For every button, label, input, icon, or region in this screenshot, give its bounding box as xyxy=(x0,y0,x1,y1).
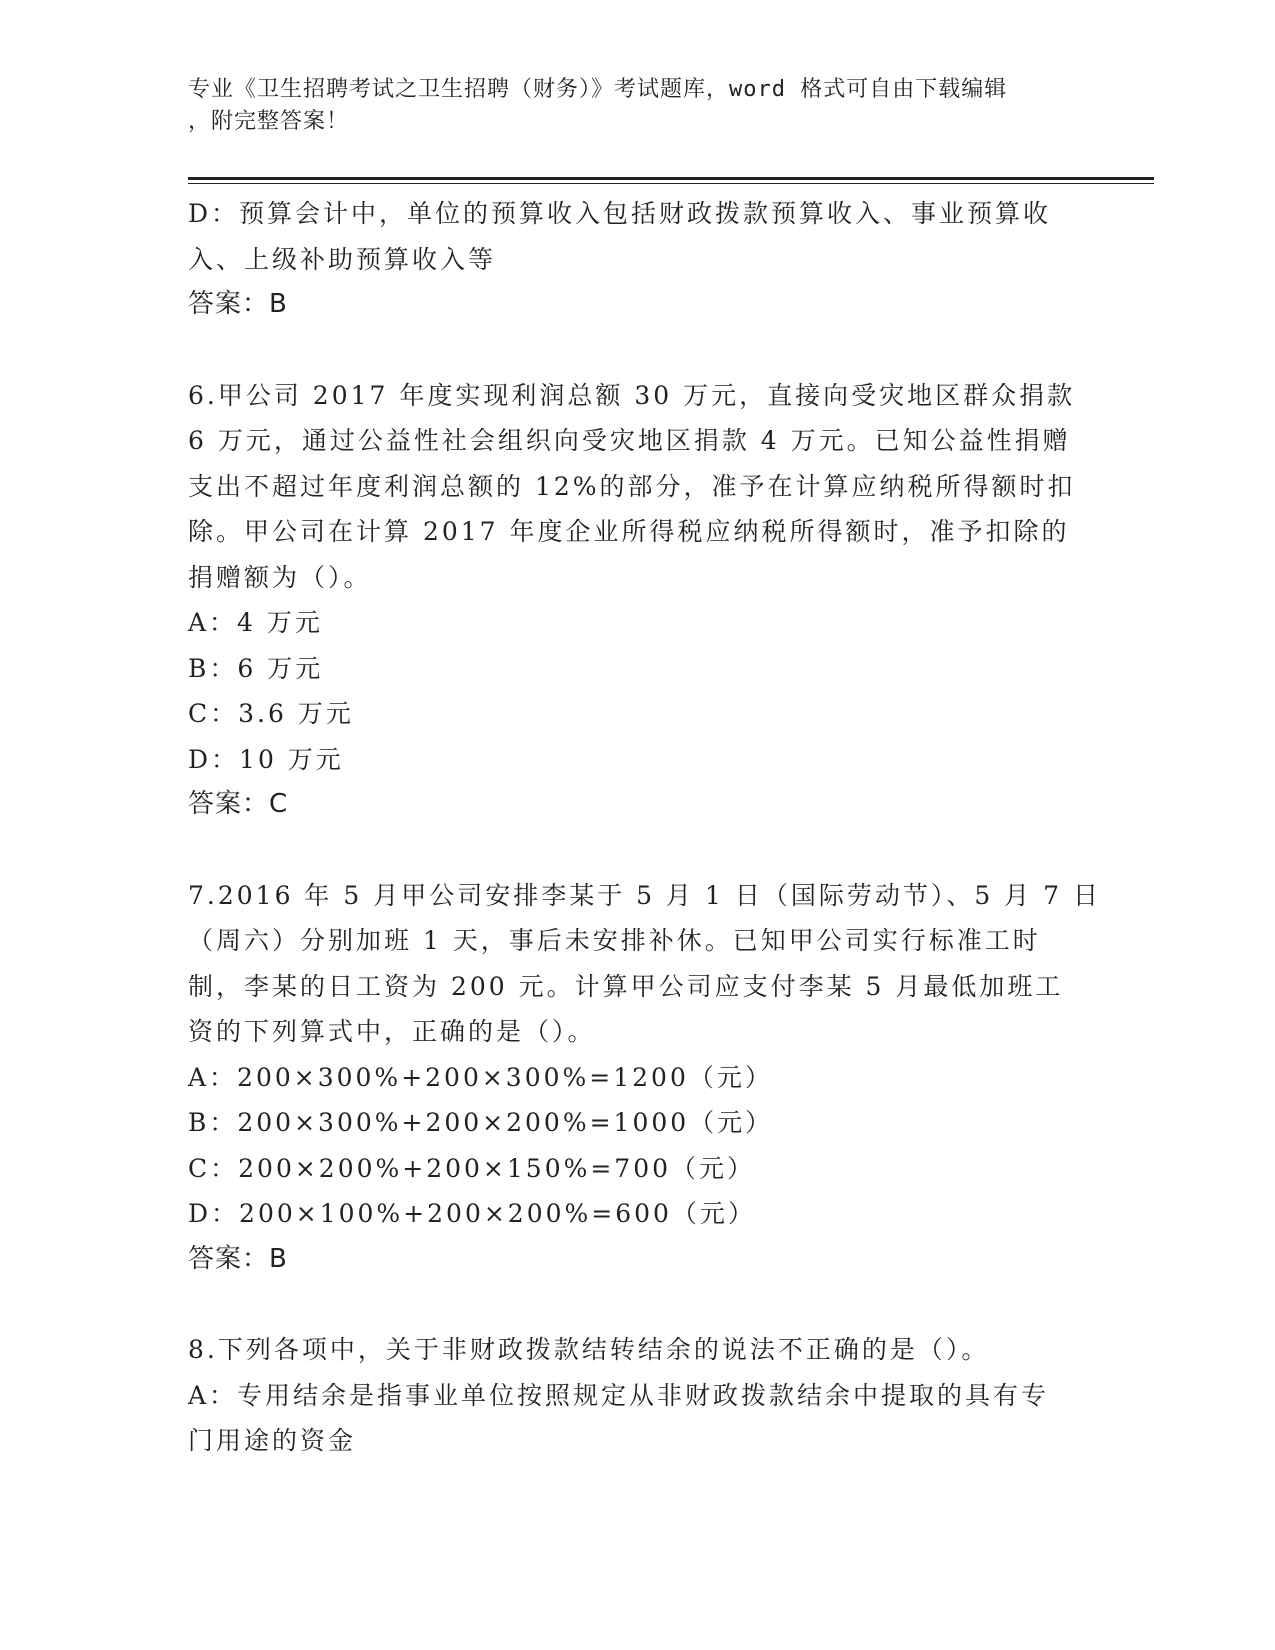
q7-option-d: D：200×100%+200×200%=600（元） xyxy=(188,1199,756,1228)
q7-option-c: C：200×200%+200×150%=700（元） xyxy=(188,1153,756,1183)
q5-option-d-line-2: 入、上级补助预算收入等 xyxy=(188,244,497,274)
q7-stem-line-4: 资的下列算式中，正确的是（）。 xyxy=(188,1017,596,1046)
header-rule-thick xyxy=(188,177,1154,180)
q5-option-d-line-1: D：预算会计中，单位的预算收入包括财政拨款预算收入、事业预算收 xyxy=(188,199,1052,228)
q5-answer: 答案：B xyxy=(188,289,288,319)
q7-stem-line-1: 7.2016 年 5 月甲公司安排李某于 5 月 1 日（国际劳动节）、5 月 7 日 xyxy=(188,880,1101,910)
q6-option-c: C：3.6 万元 xyxy=(188,699,354,728)
q8-option-a-line-1: A：专用结余是指事业单位按照规定从非财政拨款结余中提取的具有专 xyxy=(188,1380,1050,1410)
question-5-tail xyxy=(188,191,1088,328)
question-7 xyxy=(188,873,1101,1283)
q6-stem-line-5: 捐赠额为（）。 xyxy=(188,562,372,592)
q6-stem-line-1: 6.甲公司 2017 年度实现利润总额 30 万元，直接向受灾地区群众捐款 xyxy=(188,380,1076,410)
q7-stem-line-2: （周六）分别加班 1 天，事后未安排补休。已知甲公司实行标准工时 xyxy=(188,926,1041,955)
q6-option-d: D：10 万元 xyxy=(188,744,344,774)
q8-stem-line-1: 8.下列各项中，关于非财政拨款结转结余的说法不正确的是（）。 xyxy=(188,1335,990,1364)
q6-option-a: A：4 万元 xyxy=(188,608,323,637)
q6-stem-line-2: 6 万元，通过公益性社会组织向受灾地区捐款 4 万元。已知公益性捐赠 xyxy=(188,426,1071,455)
question-8 xyxy=(188,1327,1088,1464)
q7-answer: 答案：B xyxy=(188,1243,288,1274)
spacer xyxy=(188,1282,1088,1327)
q6-stem-line-4: 除。甲公司在计算 2017 年度企业所得税应纳税所得额时，准予扣除的 xyxy=(188,517,1070,546)
q7-option-b: B：200×300%+200×200%=1000（元） xyxy=(188,1108,774,1137)
q8-option-a-line-2: 门用途的资金 xyxy=(188,1426,357,1455)
q6-stem-line-3: 支出不超过年度利润总额的 12%的部分，准予在计算应纳税所得额时扣 xyxy=(188,471,1076,501)
q6-option-b: B：6 万元 xyxy=(188,653,324,683)
question-6 xyxy=(188,373,1088,828)
header-rule-thin xyxy=(188,183,1154,184)
spacer xyxy=(188,828,1088,873)
spacer xyxy=(188,328,1088,373)
q6-answer: 答案：C xyxy=(188,789,289,819)
document-header xyxy=(188,74,1088,138)
document-body xyxy=(188,191,1101,1464)
q7-stem-line-3: 制，李某的日工资为 200 元。计算甲公司应支付李某 5 月最低加班工 xyxy=(188,971,1064,1001)
q7-option-a: A：200×300%+200×300%=1200（元） xyxy=(188,1062,773,1092)
header-line-1: 专业《卫生招聘考试之卫生招聘（财务）》考试题库，word 格式可自由下载编辑 xyxy=(188,77,1008,102)
header-line-2: ，附完整答案！ xyxy=(188,109,350,134)
